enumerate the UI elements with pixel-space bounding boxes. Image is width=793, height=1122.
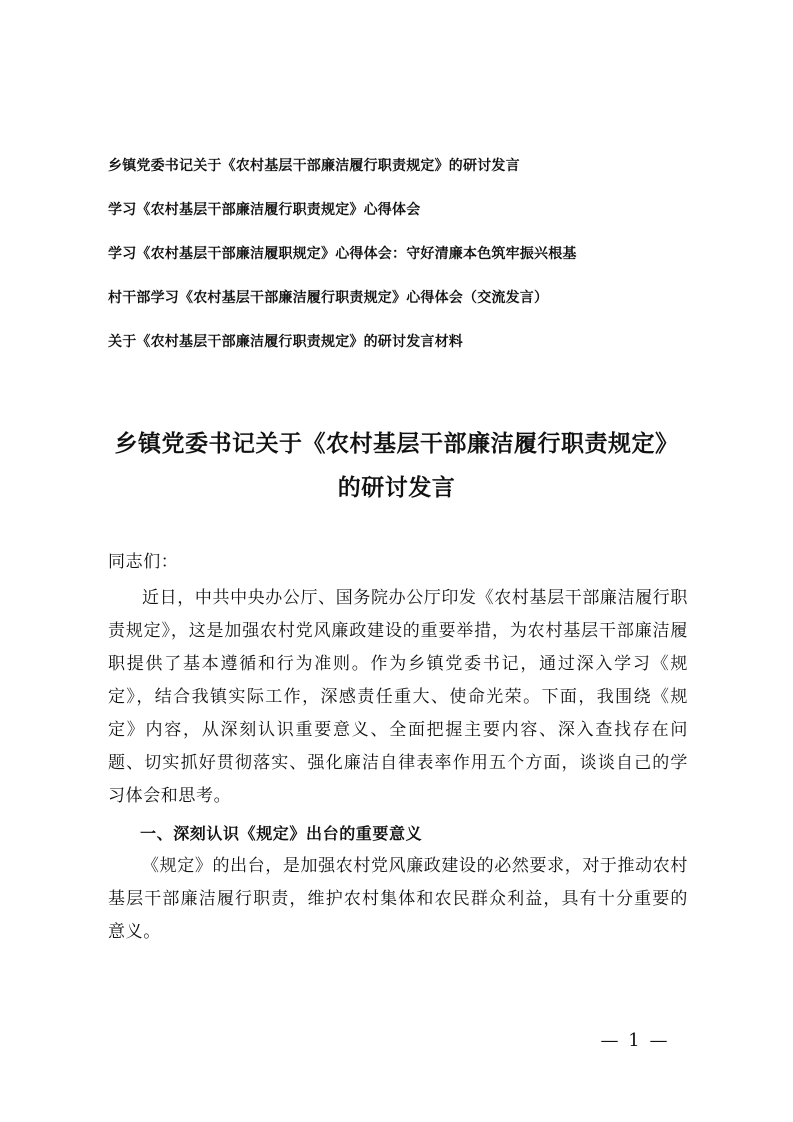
article-title-line1: 乡镇党委书记关于《农村基层干部廉洁履行职责规定》 — [114, 431, 679, 457]
toc-item[interactable]: 村干部学习《农村基层干部廉洁履行职责规定》心得体会（交流发言） — [108, 290, 549, 306]
paragraph-section1: 《规定》的出台，是加强农村党风廉政建设的必然要求，对于推动农村基层干部廉洁履行职责，维护农村集体和农民群众利益，具有十分重要的意义。 — [108, 856, 688, 942]
toc-item[interactable]: 关于《农村基层干部廉洁履行职责规定》的研讨发言材料 — [108, 334, 463, 350]
article-title — [60, 422, 733, 510]
salutation: 同志们： — [108, 552, 179, 572]
section-heading: 一、深刻认识《规定》出台的重要意义 — [140, 824, 423, 843]
page-number: — 1 — — [600, 1030, 670, 1051]
toc-item[interactable]: 学习《农村基层干部廉洁履职规定》心得体会：守好清廉本色筑牢振兴根基 — [108, 246, 577, 262]
table-of-contents — [108, 152, 708, 372]
toc-item[interactable]: 乡镇党委书记关于《农村基层干部廉洁履行职责规定》的研讨发言 — [108, 158, 520, 174]
article-body — [108, 546, 688, 949]
paragraph-intro: 近日，中共中央办公厅、国务院办公厅印发《农村基层干部廉洁履行职责规定》，这是加强农村党风廉政建设的重要举措，为农村基层干部廉洁履职提供了基本遵循和行为准则。作为乡镇党委书记，通过深入学习《规定》，结合我镇实际工作，深感责任重大、使命光荣。下面，我围绕《规定》内容，从深刻认识重要意义、全面把握主要内容、深入查找存在问题、切实抓好贯彻落实、强化廉洁自律表率作用五个方面，谈谈自己的学习体会和思考。 — [108, 588, 688, 806]
toc-item[interactable]: 学习《农村基层干部廉洁履行职责规定》心得体会 — [108, 202, 421, 218]
article-title-line2: 的研讨发言 — [337, 475, 456, 501]
